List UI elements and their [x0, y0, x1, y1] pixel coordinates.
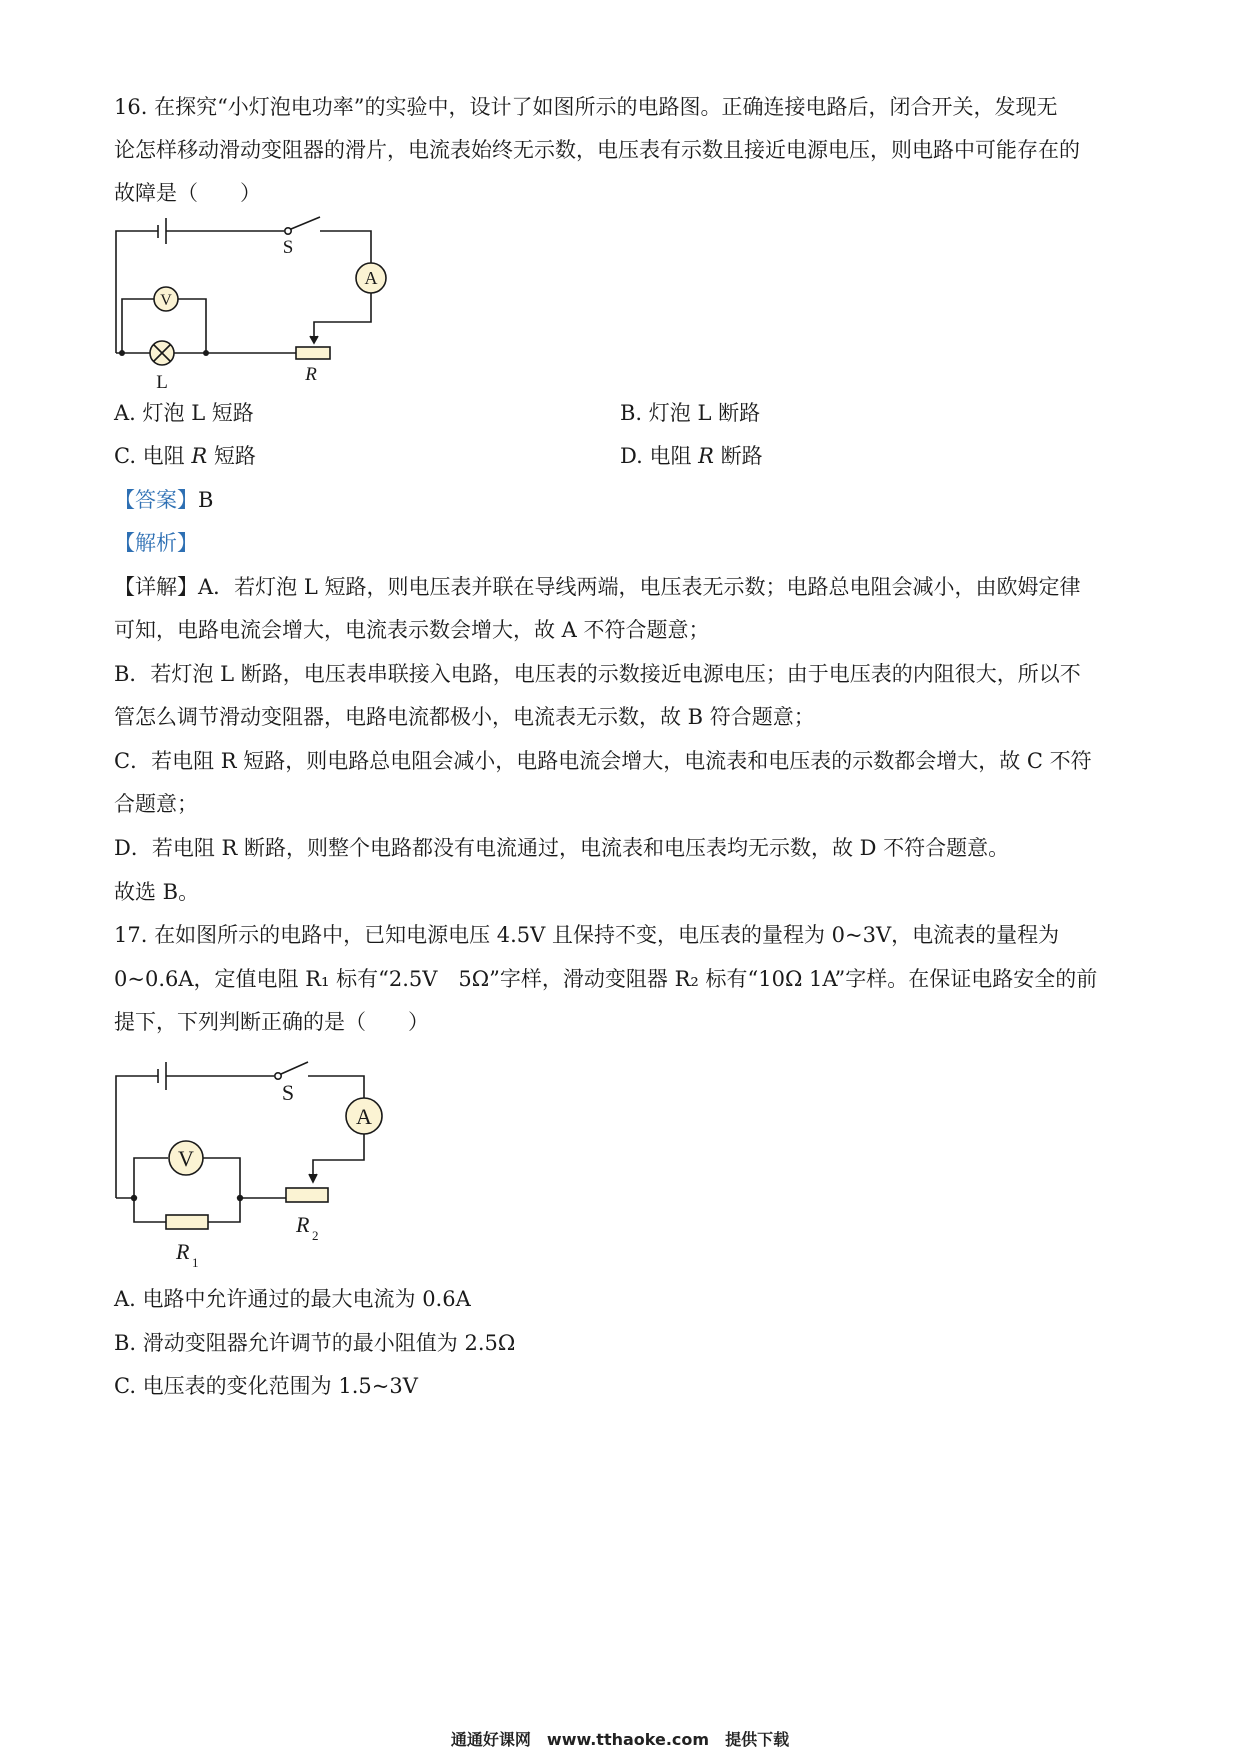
r1-box: [166, 1215, 208, 1229]
r1-label: R: [176, 1239, 190, 1264]
lamp-label: L: [156, 372, 168, 392]
page-footer: 通通好课网 www.tthaoke.com 提供下载: [450, 1730, 790, 1749]
q16-option-a: A. 灯泡 L 短路: [114, 401, 254, 425]
q16-option-c: C. 电阻 R 短路: [114, 444, 256, 468]
q17-stem-line-1: 17. 在如图所示的电路中，已知电源电压 4.5V 且保持不变，电压表的量程为 0~3V，电流表的量程为: [114, 923, 1060, 947]
q16-stem-line-3: 故障是（ ）: [114, 181, 261, 205]
q16-detail-line-6: 合题意；: [114, 792, 198, 816]
junction-right: [237, 1195, 243, 1201]
q17-option-b: B. 滑动变阻器允许调节的最小阻值为 2.5Ω: [114, 1331, 516, 1355]
q17-stem-line-2: 0~0.6A，定值电阻 R₁ 标有“2.5V 5Ω”字样，滑动变阻器 R₂ 标有“10Ω 1A”字样。在保证电路安全的前: [114, 967, 1098, 991]
junction-left: [119, 350, 125, 356]
q17-option-a: A. 电路中允许通过的最大电流为 0.6A: [114, 1287, 471, 1311]
switch-blade: [281, 1062, 308, 1074]
switch-pivot: [275, 1073, 281, 1079]
q17-stem-line-3: 提下，下列判断正确的是（ ）: [114, 1010, 429, 1034]
switch-pivot: [285, 228, 291, 234]
q16-detail-line-5: C．若电阻 R 短路，则电路总电阻会减小，电路电流会增大，电流表和电压表的示数都会增大，故 C 不符: [114, 749, 1092, 773]
q16-detail-line-7: D．若电阻 R 断路，则整个电路都没有电流通过，电流表和电压表均无示数，故 D 不符合题意。: [114, 836, 1010, 860]
q17-circuit-diagram: [100, 1054, 440, 1274]
switch-label: S: [281, 1080, 295, 1105]
q16-stem-line-1: 16. 在探究“小灯泡电功率”的实验中，设计了如图所示的电路图。正确连接电路后，闭合开关，发现无: [114, 95, 1058, 119]
r2-label: R: [296, 1212, 310, 1237]
q16-detail-line-1: 【详解】A．若灯泡 L 短路，则电压表并联在导线两端，电压表无示数；电路总电阻会减小，由欧姆定律: [114, 575, 1081, 599]
ammeter-label: A: [356, 1104, 372, 1129]
q16-option-b: B. 灯泡 L 断路: [620, 401, 761, 425]
switch-label: S: [282, 237, 294, 258]
r2-subscript: 2: [312, 1228, 319, 1243]
voltmeter-label: V: [160, 292, 172, 309]
q16-detail-line-8: 故选 B。: [114, 880, 200, 904]
q16-detail-line-2: 可知，电路电流会增大，电流表示数会增大，故 A 不符合题意；: [114, 618, 710, 642]
r2-box: [286, 1188, 328, 1202]
voltmeter-label: V: [178, 1146, 194, 1171]
q16-answer: 【答案】B: [114, 488, 214, 512]
rheostat-label: R: [305, 364, 317, 385]
answer-tag: 【答案】: [114, 488, 198, 512]
switch-blade: [291, 217, 320, 229]
q17-option-c: C. 电压表的变化范围为 1.5~3V: [114, 1374, 418, 1398]
junction-right: [203, 350, 209, 356]
q16-detail-line-4: 管怎么调节滑动变阻器，电路电流都极小，电流表无示数，故 B 符合题意；: [114, 705, 815, 729]
r1-subscript: 1: [192, 1255, 199, 1270]
q16-detail-line-3: B．若灯泡 L 断路，电压表串联接入电路，电压表的示数接近电源电压；由于电压表的内阻很大，所以不: [114, 662, 1081, 686]
q16-analysis-tag: 【解析】: [114, 531, 198, 555]
q16-stem-line-2: 论怎样移动滑动变阻器的滑片，电流表始终无示数，电压表有示数且接近电源电压，则电路中可能存在的: [114, 138, 1080, 162]
ammeter-label: A: [364, 268, 378, 288]
junction-left: [131, 1195, 137, 1201]
q16-option-d: D. 电阻 R 断路: [620, 444, 763, 468]
rheostat-box: [296, 347, 330, 359]
q16-circuit-diagram: [100, 212, 440, 392]
